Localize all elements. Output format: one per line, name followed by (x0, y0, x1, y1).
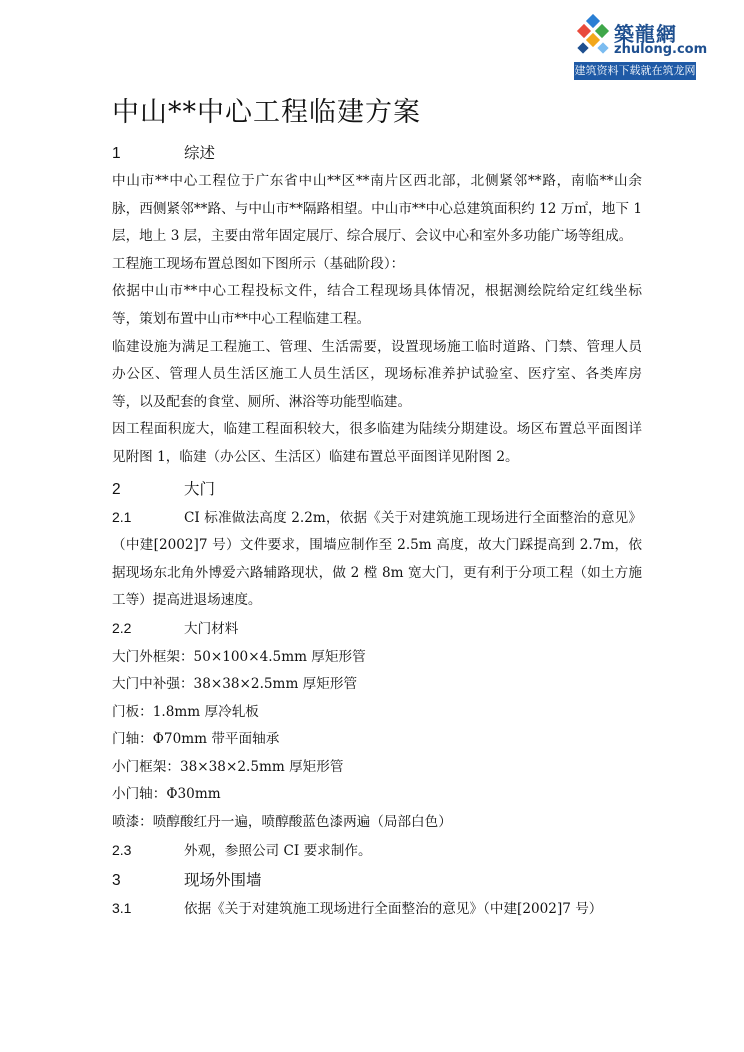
logo-name: 築龍網 (614, 22, 677, 46)
paragraph: 工程施工现场布置总图如下图所示（基础阶段）： (112, 255, 405, 272)
subsection-2-3 (112, 837, 642, 866)
section-number: 3 (112, 872, 121, 890)
subsection-3-1 (112, 895, 642, 924)
zhulong-logo-icon (574, 14, 614, 54)
zhulong-logo (574, 12, 708, 82)
subsection-2-1 (112, 504, 642, 615)
document-title: 中山**中心工程临建方案 (112, 97, 421, 128)
list-item: 门轴：Φ70mm 带平面轴承 (112, 731, 280, 748)
section-2-heading (112, 474, 642, 504)
list-item: 大门中补强：38×38×2.5mm 厚矩形管 (112, 676, 358, 693)
paragraph: 中山市**中心工程位于广东省中山**区**南片区西北部，北侧紧邻**路，南临**山余脉，西侧紧邻**路、与中山市**隔路相望。中山市**中心总建筑面积约 12 万㎡，地下 1 层，地上 3 层，主要由常年固定展厅、综合展厅、会议中心和室外多功能广场等组成。 (112, 173, 642, 245)
subsection-number: 3.1 (112, 900, 132, 917)
paragraph: 因工程面积庞大，临建工程面积较大，很多临建为陆续分期建设。场区布置总平面图详见附图 1，临建（办公区、生活区）临建布置总平面图详见附图 2。 (112, 421, 642, 465)
section-3-heading (112, 865, 642, 895)
subsection-number: 2.3 (112, 841, 132, 858)
paragraph: 临建设施为满足工程施工、管理、生活需要，设置现场施工临时道路、门禁、管理人员办公区、管理人员生活区施工人员生活区，现场标准养护试验室、医疗室、各类库房等，以及配套的食堂、厕所、淋浴等功能型临建。 (112, 338, 642, 410)
list-item: 小门轴：Φ30mm (112, 786, 221, 803)
paragraph: 依据中山市**中心工程投标文件，结合工程现场具体情况，根据测绘院给定红线坐标等，策划布置中山市**中心工程临建工程。 (112, 283, 642, 327)
list-item: 小门框架：38×38×2.5mm 厚矩形管 (112, 758, 344, 775)
subsection-number: 2.1 (112, 508, 132, 525)
section-title: 综述 (184, 144, 216, 162)
subsection-text: 依据《关于对建筑施工现场进行全面整治的意见》（中建[2002]7 号） (184, 901, 603, 918)
section-title: 大门 (184, 479, 216, 498)
subsection-text: 外观，参照公司 CI 要求制作。 (184, 842, 372, 859)
section-number: 2 (112, 480, 121, 498)
subsection-title: 大门材料 (184, 620, 239, 637)
list-item: 大门外框架：50×100×4.5mm 厚矩形管 (112, 648, 366, 665)
list-item: 门板：1.8mm 厚冷轧板 (112, 703, 259, 720)
section-1-heading (112, 138, 642, 168)
subsection-number: 2.2 (112, 619, 132, 636)
document-body (112, 138, 642, 924)
subsection-2-2-heading (112, 615, 642, 644)
materials-list (112, 644, 642, 837)
section-number: 1 (112, 145, 121, 162)
logo-slogan: 建筑资料下载就在筑龙网 (574, 62, 696, 80)
subsection-text: CI 标准做法高度 2.2m，依据《关于对建筑施工现场进行全面整治的意见》（中建[2002]7 号）文件要求，围墙应制作至 2.5m 高度，故大门踩提高到 2.7m，依据现场东北角外博爱六路辅路现状，做 2 樘 8m 宽大门，更有利于分项工程（如土方施工等）提高进退场速度。 (112, 509, 642, 609)
section-title: 现场外围墙 (184, 871, 262, 890)
logo-domain: zhulong.com (614, 42, 708, 57)
list-item: 喷漆：喷醇酸红丹一遍，喷醇酸蓝色漆两遍（局部白色） (112, 814, 452, 831)
